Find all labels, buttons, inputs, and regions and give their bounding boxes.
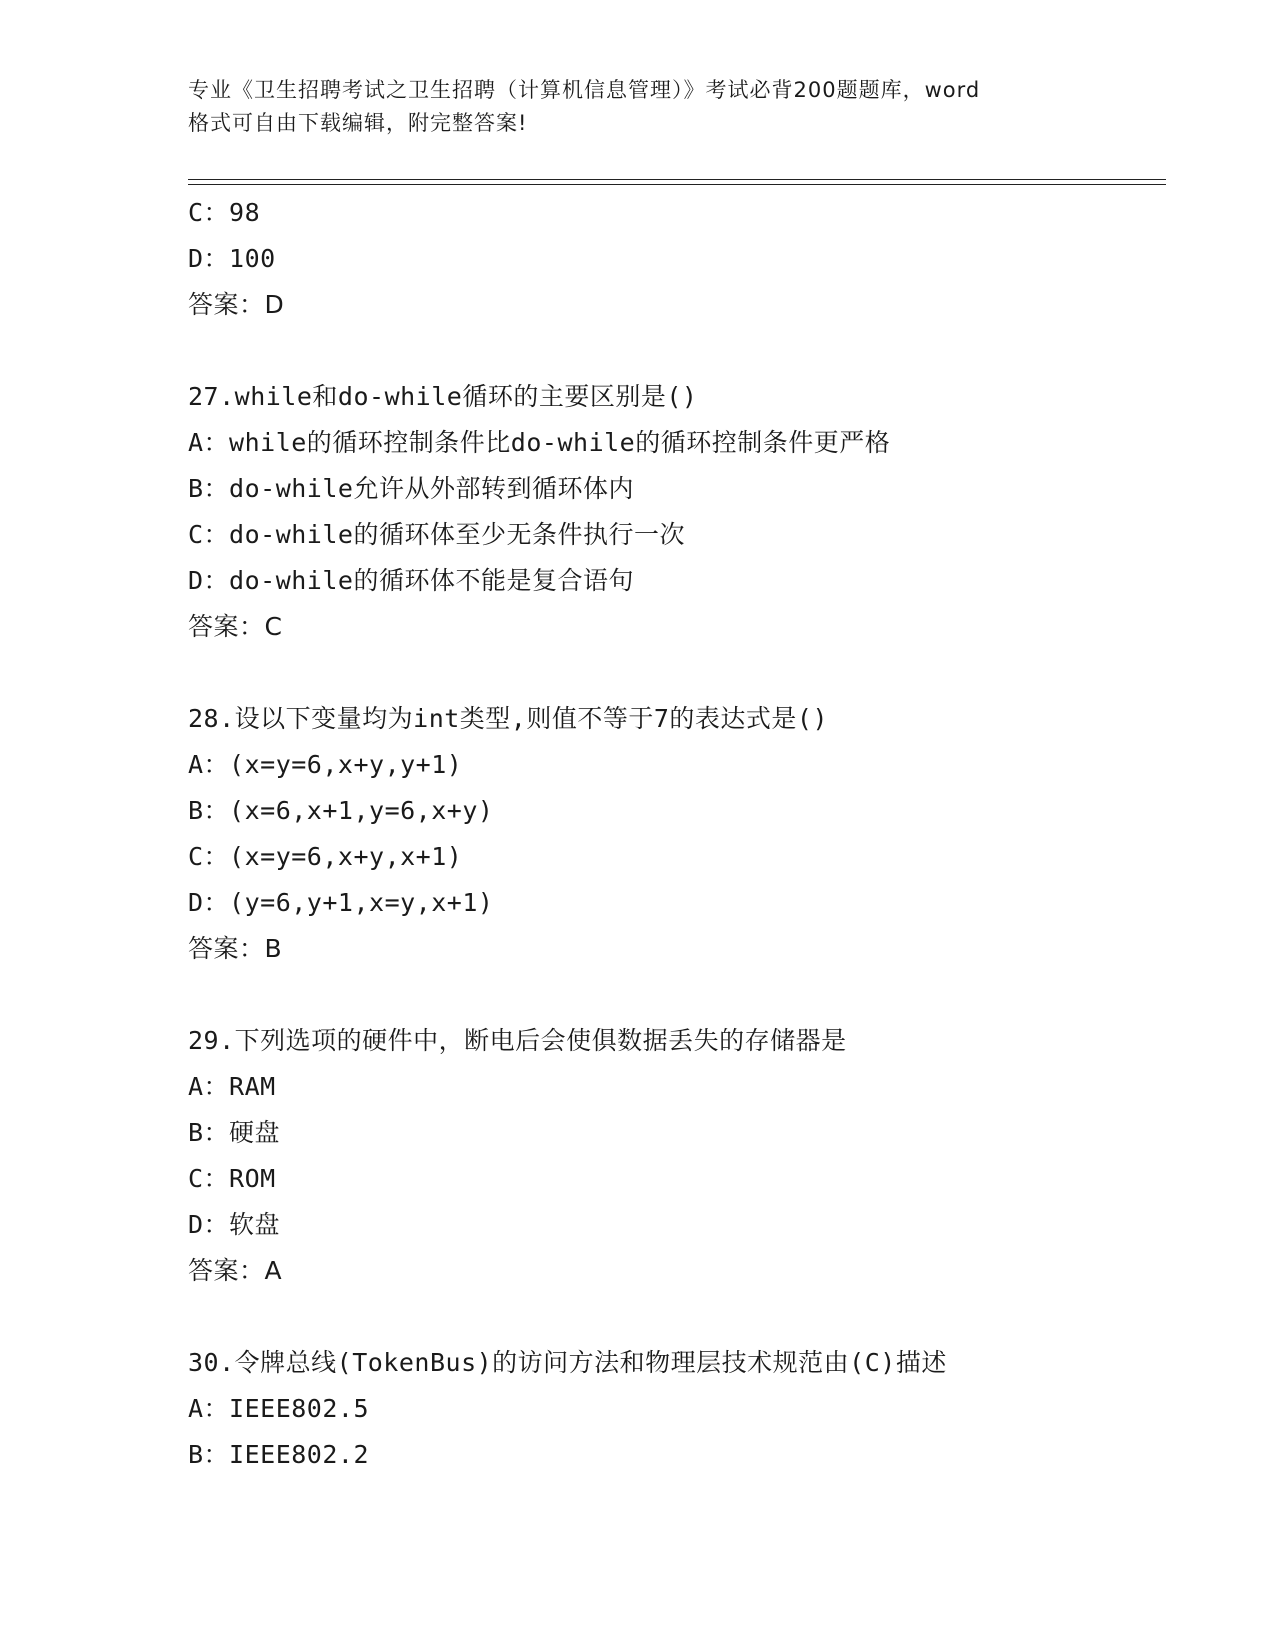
question-block-29 <box>188 1018 1166 1294</box>
question-text: 27.while和do-while循环的主要区别是() <box>188 382 698 411</box>
header-divider-top <box>188 179 1166 180</box>
spacer <box>188 650 1166 696</box>
document-header <box>188 74 1118 140</box>
answer: 答案：B <box>188 934 283 963</box>
answer: 答案：D <box>188 290 285 319</box>
option-d: D：软盘 <box>188 1210 281 1239</box>
header-line-2: 格式可自由下载编辑，附完整答案! <box>188 111 528 135</box>
option-c: C：98 <box>188 198 261 227</box>
question-block-28 <box>188 696 1166 972</box>
question-text: 29.下列选项的硬件中，断电后会使俱数据丢失的存储器是 <box>188 1026 847 1055</box>
option-b: B：(x=6,x+1,y=6,x+y) <box>188 796 494 825</box>
spacer <box>188 1294 1166 1340</box>
spacer <box>188 328 1166 374</box>
option-c: C：ROM <box>188 1164 276 1193</box>
option-a: A：(x=y=6,x+y,y+1) <box>188 750 463 779</box>
question-list <box>188 190 1166 1478</box>
option-b: B：do-while允许从外部转到循环体内 <box>188 474 634 503</box>
option-b: B：IEEE802.2 <box>188 1440 370 1469</box>
answer: 答案：A <box>188 1256 283 1285</box>
header-line-1: 专业《卫生招聘考试之卫生招聘（计算机信息管理）》考试必背200题题库，word <box>188 78 981 102</box>
option-d: D：do-while的循环体不能是复合语句 <box>188 566 634 595</box>
question-block-30 <box>188 1340 1166 1478</box>
header-divider-bottom <box>188 184 1166 185</box>
option-b: B：硬盘 <box>188 1118 281 1147</box>
question-block-27 <box>188 374 1166 650</box>
option-a: A：while的循环控制条件比do-while的循环控制条件更严格 <box>188 428 891 457</box>
option-c: C：(x=y=6,x+y,x+1) <box>188 842 463 871</box>
question-text: 30.令牌总线(TokenBus)的访问方法和物理层技术规范由(C)描述 <box>188 1348 947 1377</box>
question-text: 28.设以下变量均为int类型,则值不等于7的表达式是() <box>188 704 829 733</box>
option-c: C：do-while的循环体至少无条件执行一次 <box>188 520 685 549</box>
option-d: D：(y=6,y+1,x=y,x+1) <box>188 888 494 917</box>
option-d: D：100 <box>188 244 276 273</box>
question-block-26 <box>188 190 1166 328</box>
option-a: A：RAM <box>188 1072 276 1101</box>
answer: 答案：C <box>188 612 283 641</box>
option-a: A：IEEE802.5 <box>188 1394 370 1423</box>
spacer <box>188 972 1166 1018</box>
